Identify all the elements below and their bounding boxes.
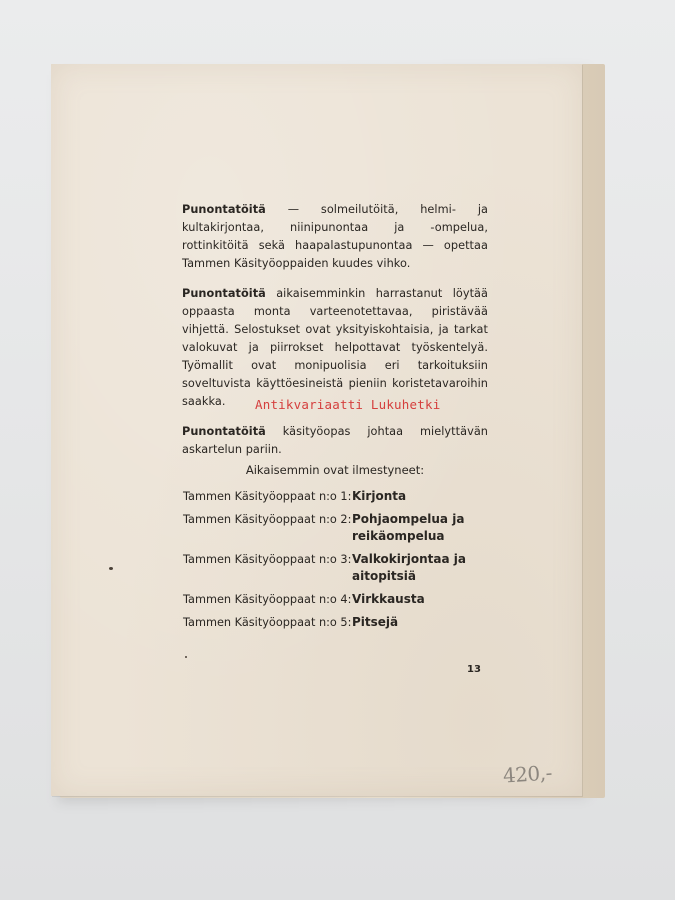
page-number: 13 [467, 664, 481, 675]
paper-speck [109, 567, 113, 570]
handwritten-price: 420,- [502, 760, 553, 788]
description-paragraph-1 [182, 201, 488, 273]
list-item [183, 488, 503, 505]
series-number-label: Tammen Käsityöoppaat n:o 4: [183, 593, 352, 606]
list-item [183, 551, 503, 585]
series-number-label: Tammen Käsityöoppaat n:o 3: [183, 553, 352, 566]
previous-issues-list [183, 488, 503, 637]
list-item [183, 511, 503, 545]
description-paragraph-3 [182, 423, 488, 459]
series-number-label: Tammen Käsityöoppaat n:o 5: [183, 616, 352, 629]
series-title: Pitsejä [352, 615, 399, 629]
series-title: Pohjaompelua ja reikäompelua [352, 512, 465, 543]
description-paragraph-2 [182, 285, 488, 411]
paragraph-lead: Punontatöitä [182, 425, 266, 438]
seller-watermark: Antikvariaatti Lukuhetki [255, 397, 441, 412]
paragraph-lead: Punontatöitä [182, 203, 266, 216]
series-number-label: Tammen Käsityöoppaat n:o 2: [183, 513, 352, 526]
previous-issues-heading: Aikaisemmin ovat ilmestyneet: [245, 463, 425, 477]
paragraph-body: — solmeilutöitä, helmi- ja kultakirjontaa, niinipunontaa ja -ompelua, rottinkitöitä sekä haapalastupunontaa — opettaa Tammen Käsityöoppaiden kuudes vihko. [182, 203, 488, 270]
paragraph-body: käsityöopas johtaa mielyttävän askartelun pariin. [182, 425, 488, 456]
description-text [182, 201, 488, 471]
series-title: Virkkausta [352, 592, 425, 606]
list-item [183, 591, 503, 608]
paper-speck [185, 656, 187, 658]
series-title: Kirjonta [352, 489, 407, 503]
back-cover-page [51, 64, 582, 796]
series-title: Valkokirjontaa ja aitopitsiä [352, 552, 466, 583]
paragraph-lead: Punontatöitä [182, 287, 266, 300]
series-number-label: Tammen Käsityöoppaat n:o 1: [183, 490, 352, 503]
paragraph-body: aikaisemminkin harrastanut löytää oppaasta monta varteenotettavaa, piristävää vihjettä. Selostukset ovat yksityiskohtaisia, ja tarkat valokuvat ja piirrokset helpottavat työskentelyä. Työmallit ovat monipuolisia eri tarkoituksiin soveltuvista käyttöesineistä pieniin koristetavaroihin saakka. [182, 287, 488, 408]
list-item [183, 614, 503, 631]
